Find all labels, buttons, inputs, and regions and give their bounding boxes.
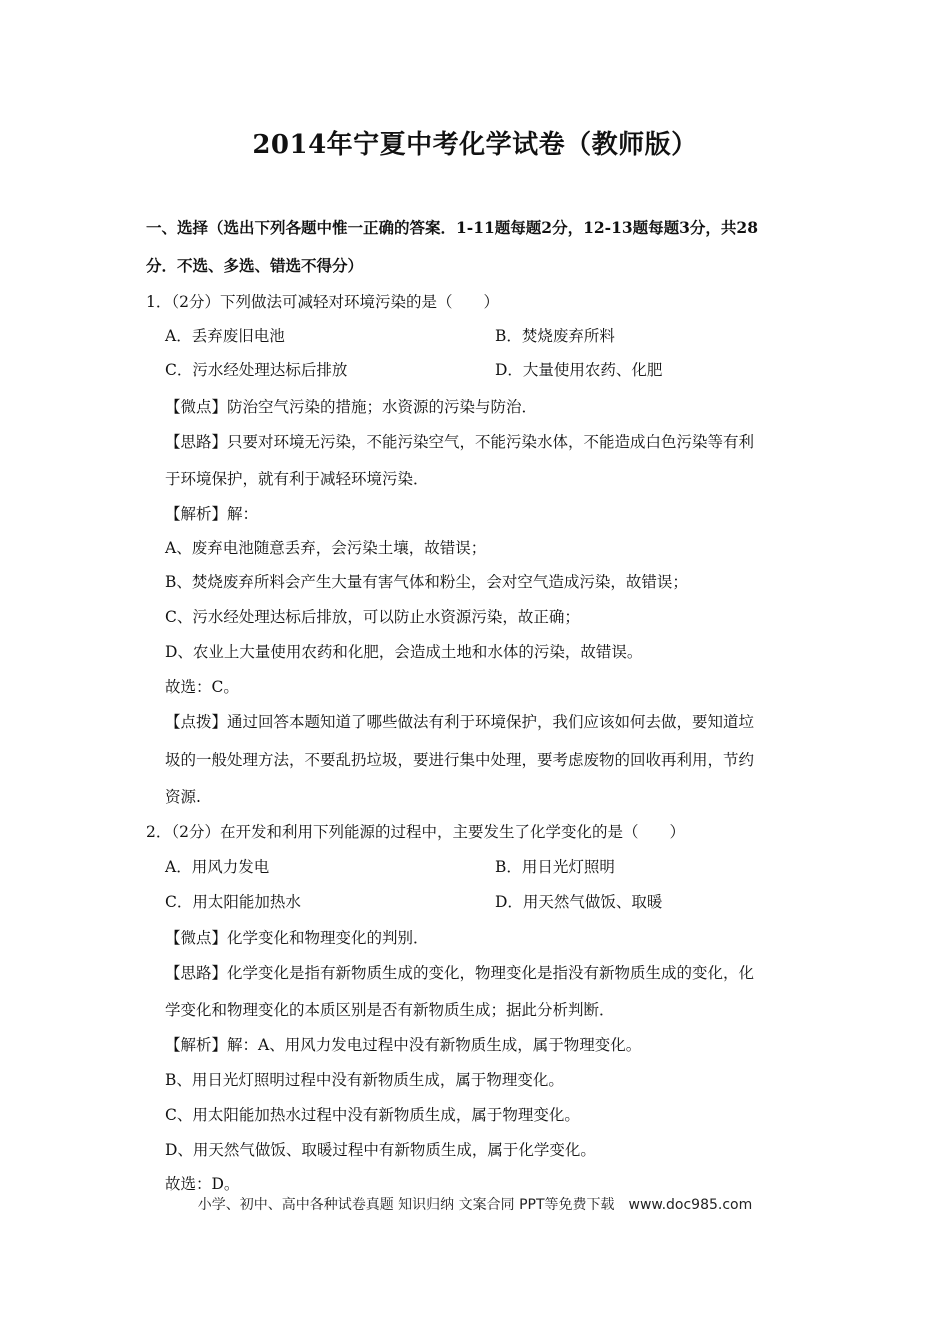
q2-analysis-c: C、用太阳能加热水过程中没有新物质生成，属于物理变化。 (165, 1106, 580, 1124)
q2-option-c: C．用太阳能加热水 (165, 893, 301, 911)
q1-option-d: D．大量使用农药、化肥 (495, 361, 663, 379)
q1-dianbo-3: 资源. (165, 788, 201, 806)
page-title: 2014年宁夏中考化学试卷（教师版） (252, 130, 698, 160)
q1-option-a: A．丢弃废旧电池 (165, 327, 285, 345)
q1-answer: 故选：C。 (165, 678, 239, 696)
q1-silu-2: 于环境保护，就有利于减轻环境污染． (165, 470, 429, 488)
q2-analysis-d: D、用天然气做饭、取暖过程中有新物质生成，属于化学变化。 (165, 1141, 596, 1159)
q2-analysis-b: B、用日光灯照明过程中没有新物质生成，属于物理变化。 (165, 1071, 564, 1089)
q2-stem: 2．（2分）在开发和利用下列能源的过程中，主要发生了化学变化的是（ ） (146, 823, 685, 841)
q1-option-b: B．焚烧废弃所料 (495, 327, 615, 345)
q2-jiexi: 【解析】解：A、用风力发电过程中没有新物质生成，属于物理变化。 (165, 1036, 642, 1054)
q2-option-d: D．用天然气做饭、取暖 (495, 893, 663, 911)
q2-option-b: B．用日光灯照明 (495, 858, 615, 876)
q2-answer: 故选：D。 (165, 1175, 240, 1193)
q1-analysis-c: C、污水经处理达标后排放，可以防止水资源污染，故正确； (165, 608, 580, 626)
q1-silu-1: 【思路】只要对环境无污染，不能污染空气，不能污染水体，不能造成白色污染等有利 (165, 433, 755, 451)
q1-analysis-a: A、废弃电池随意丢弃，会污染土壤，故错误； (165, 539, 487, 557)
q2-silu-1: 【思路】化学变化是指有新物质生成的变化，物理变化是指没有新物质生成的变化，化 (165, 964, 755, 982)
q2-option-a: A．用风力发电 (165, 858, 270, 876)
q1-dianbo-2: 圾的一般处理方法，不要乱扔垃圾，要进行集中处理，要考虑废物的回收再利用，节约 (165, 751, 755, 769)
q1-dianbo-1: 【点拨】通过回答本题知道了哪些做法有利于环境保护，我们应该如何去做，要知道垃 (165, 713, 755, 731)
section-heading: 一、选择（选出下列各题中惟一正确的答案．1-11题每题2分，12-13题每题3分，共28 (146, 218, 759, 237)
q2-weidian: 【微点】化学变化和物理变化的判别． (165, 929, 429, 947)
q1-option-c: C．污水经处理达标后排放 (165, 361, 348, 379)
q2-silu-2: 学变化和物理变化的本质区别是否有新物质生成；据此分析判断． (165, 1001, 615, 1019)
footer-banner: 小学、初中、高中各种试卷真题 知识归纳 文案合同 PPT等免费下载 www.doc985.com (197, 1197, 753, 1213)
q1-weidian: 【微点】防治空气污染的措施；水资源的污染与防治． (165, 398, 538, 416)
q1-analysis-b: B、焚烧废弃所料会产生大量有害气体和粉尘，会对空气造成污染，故错误； (165, 573, 688, 591)
q1-stem: 1．（2分）下列做法可减轻对环境污染的是（ ） (146, 293, 499, 311)
section-heading-cont: 分．不选、多选、错选不得分） (146, 256, 364, 275)
q1-jiexi: 【解析】解： (165, 505, 259, 523)
q1-analysis-d: D、农业上大量使用农药和化肥，会造成土地和水体的污染，故错误。 (165, 643, 643, 661)
